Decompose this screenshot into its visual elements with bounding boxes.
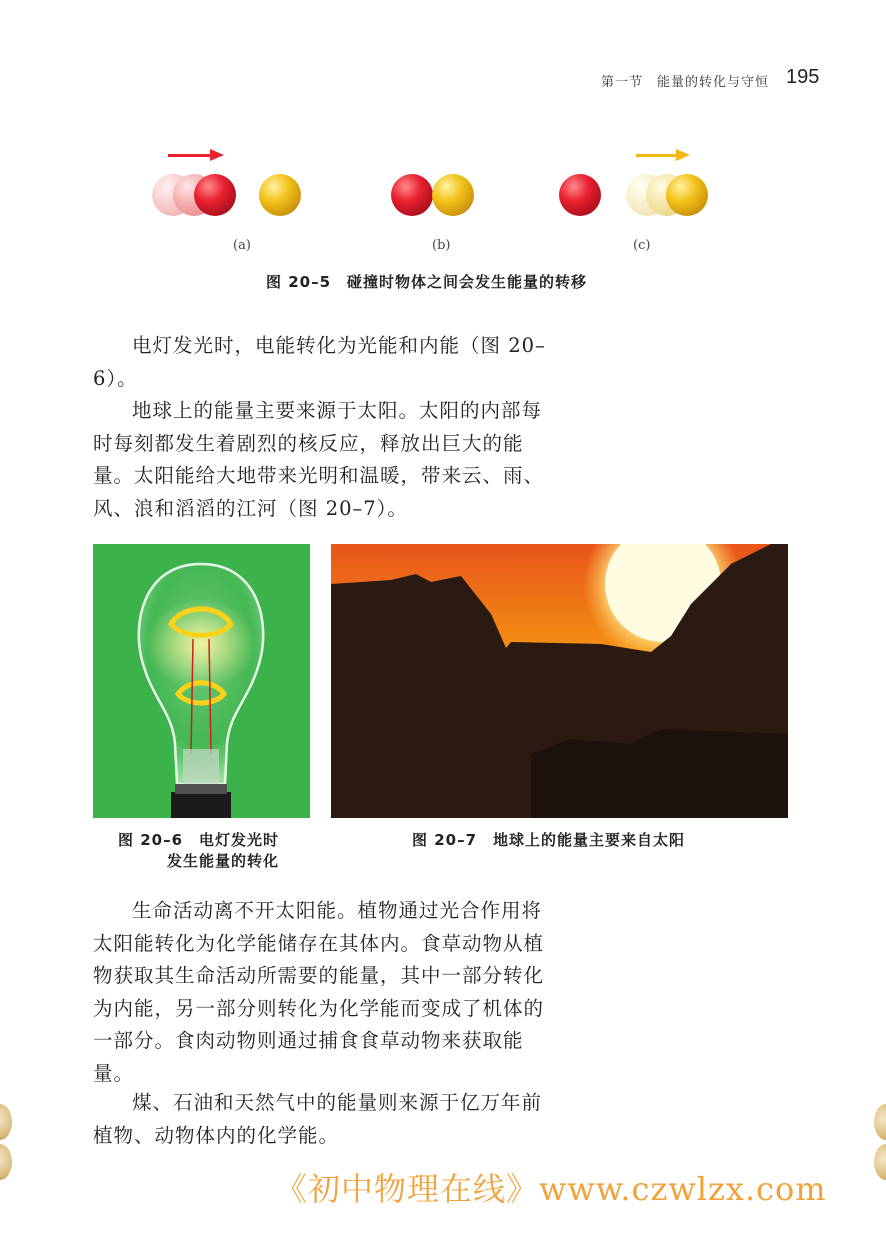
- edge-decoration: [874, 1104, 886, 1140]
- section-title: 第一节 能量的转化与守恒: [601, 75, 770, 90]
- gold-ball: [666, 174, 708, 216]
- paragraph: 生命活动离不开太阳能。植物通过光合作用将太阳能转化为化学能储存在其体内。食草动物从植物获取其生命活动所需要的能量，其中一部分转化为内能，另一部分则转化为化学能而变成了机体的一部分。食肉动物则通过捕食食草动物来获取能量。: [93, 899, 545, 1085]
- figure-caption: 图 20–6 电灯发光时: [118, 831, 280, 849]
- gold-arrow-icon: [636, 154, 678, 157]
- subfigure-label-c: (c): [633, 238, 651, 253]
- paragraph: 煤、石油和天然气中的能量则来源于亿万年前植物、动物体内的化学能。: [93, 1091, 543, 1147]
- subfigure-label-b: (b): [432, 238, 451, 253]
- gold-ball: [259, 174, 301, 216]
- paragraph: 电灯发光时，电能转化为光能和内能（图 20–6）。: [93, 334, 546, 390]
- edge-decoration: [874, 1144, 886, 1180]
- red-ball: [391, 174, 433, 216]
- gold-ball: [432, 174, 474, 216]
- red-arrow-icon: [168, 154, 212, 157]
- figure-caption: 图 20–7 地球上的能量主要来自太阳: [412, 831, 686, 849]
- paragraph: 地球上的能量主要来源于太阳。太阳的内部每时每刻都发生着剧烈的核反应，释放出巨大的能量。太阳能给大地带来光明和温暖，带来云、雨、风、浪和滔滔的江河（图 20–7）。: [93, 399, 545, 520]
- watermark: 《初中物理在线》www.czwlzx.com: [275, 1170, 827, 1208]
- red-ball: [194, 174, 236, 216]
- sunset-photo: [331, 544, 788, 818]
- figure-caption: 图 20–5 碰撞时物体之间会发生能量的转移: [266, 273, 588, 291]
- light-bulb-photo: [93, 544, 310, 818]
- edge-decoration: [0, 1144, 12, 1180]
- red-ball: [559, 174, 601, 216]
- edge-decoration: [0, 1104, 12, 1140]
- subfigure-label-a: (a): [233, 238, 251, 253]
- figure-caption: 发生能量的转化: [167, 852, 280, 870]
- page-number: 195: [786, 66, 820, 88]
